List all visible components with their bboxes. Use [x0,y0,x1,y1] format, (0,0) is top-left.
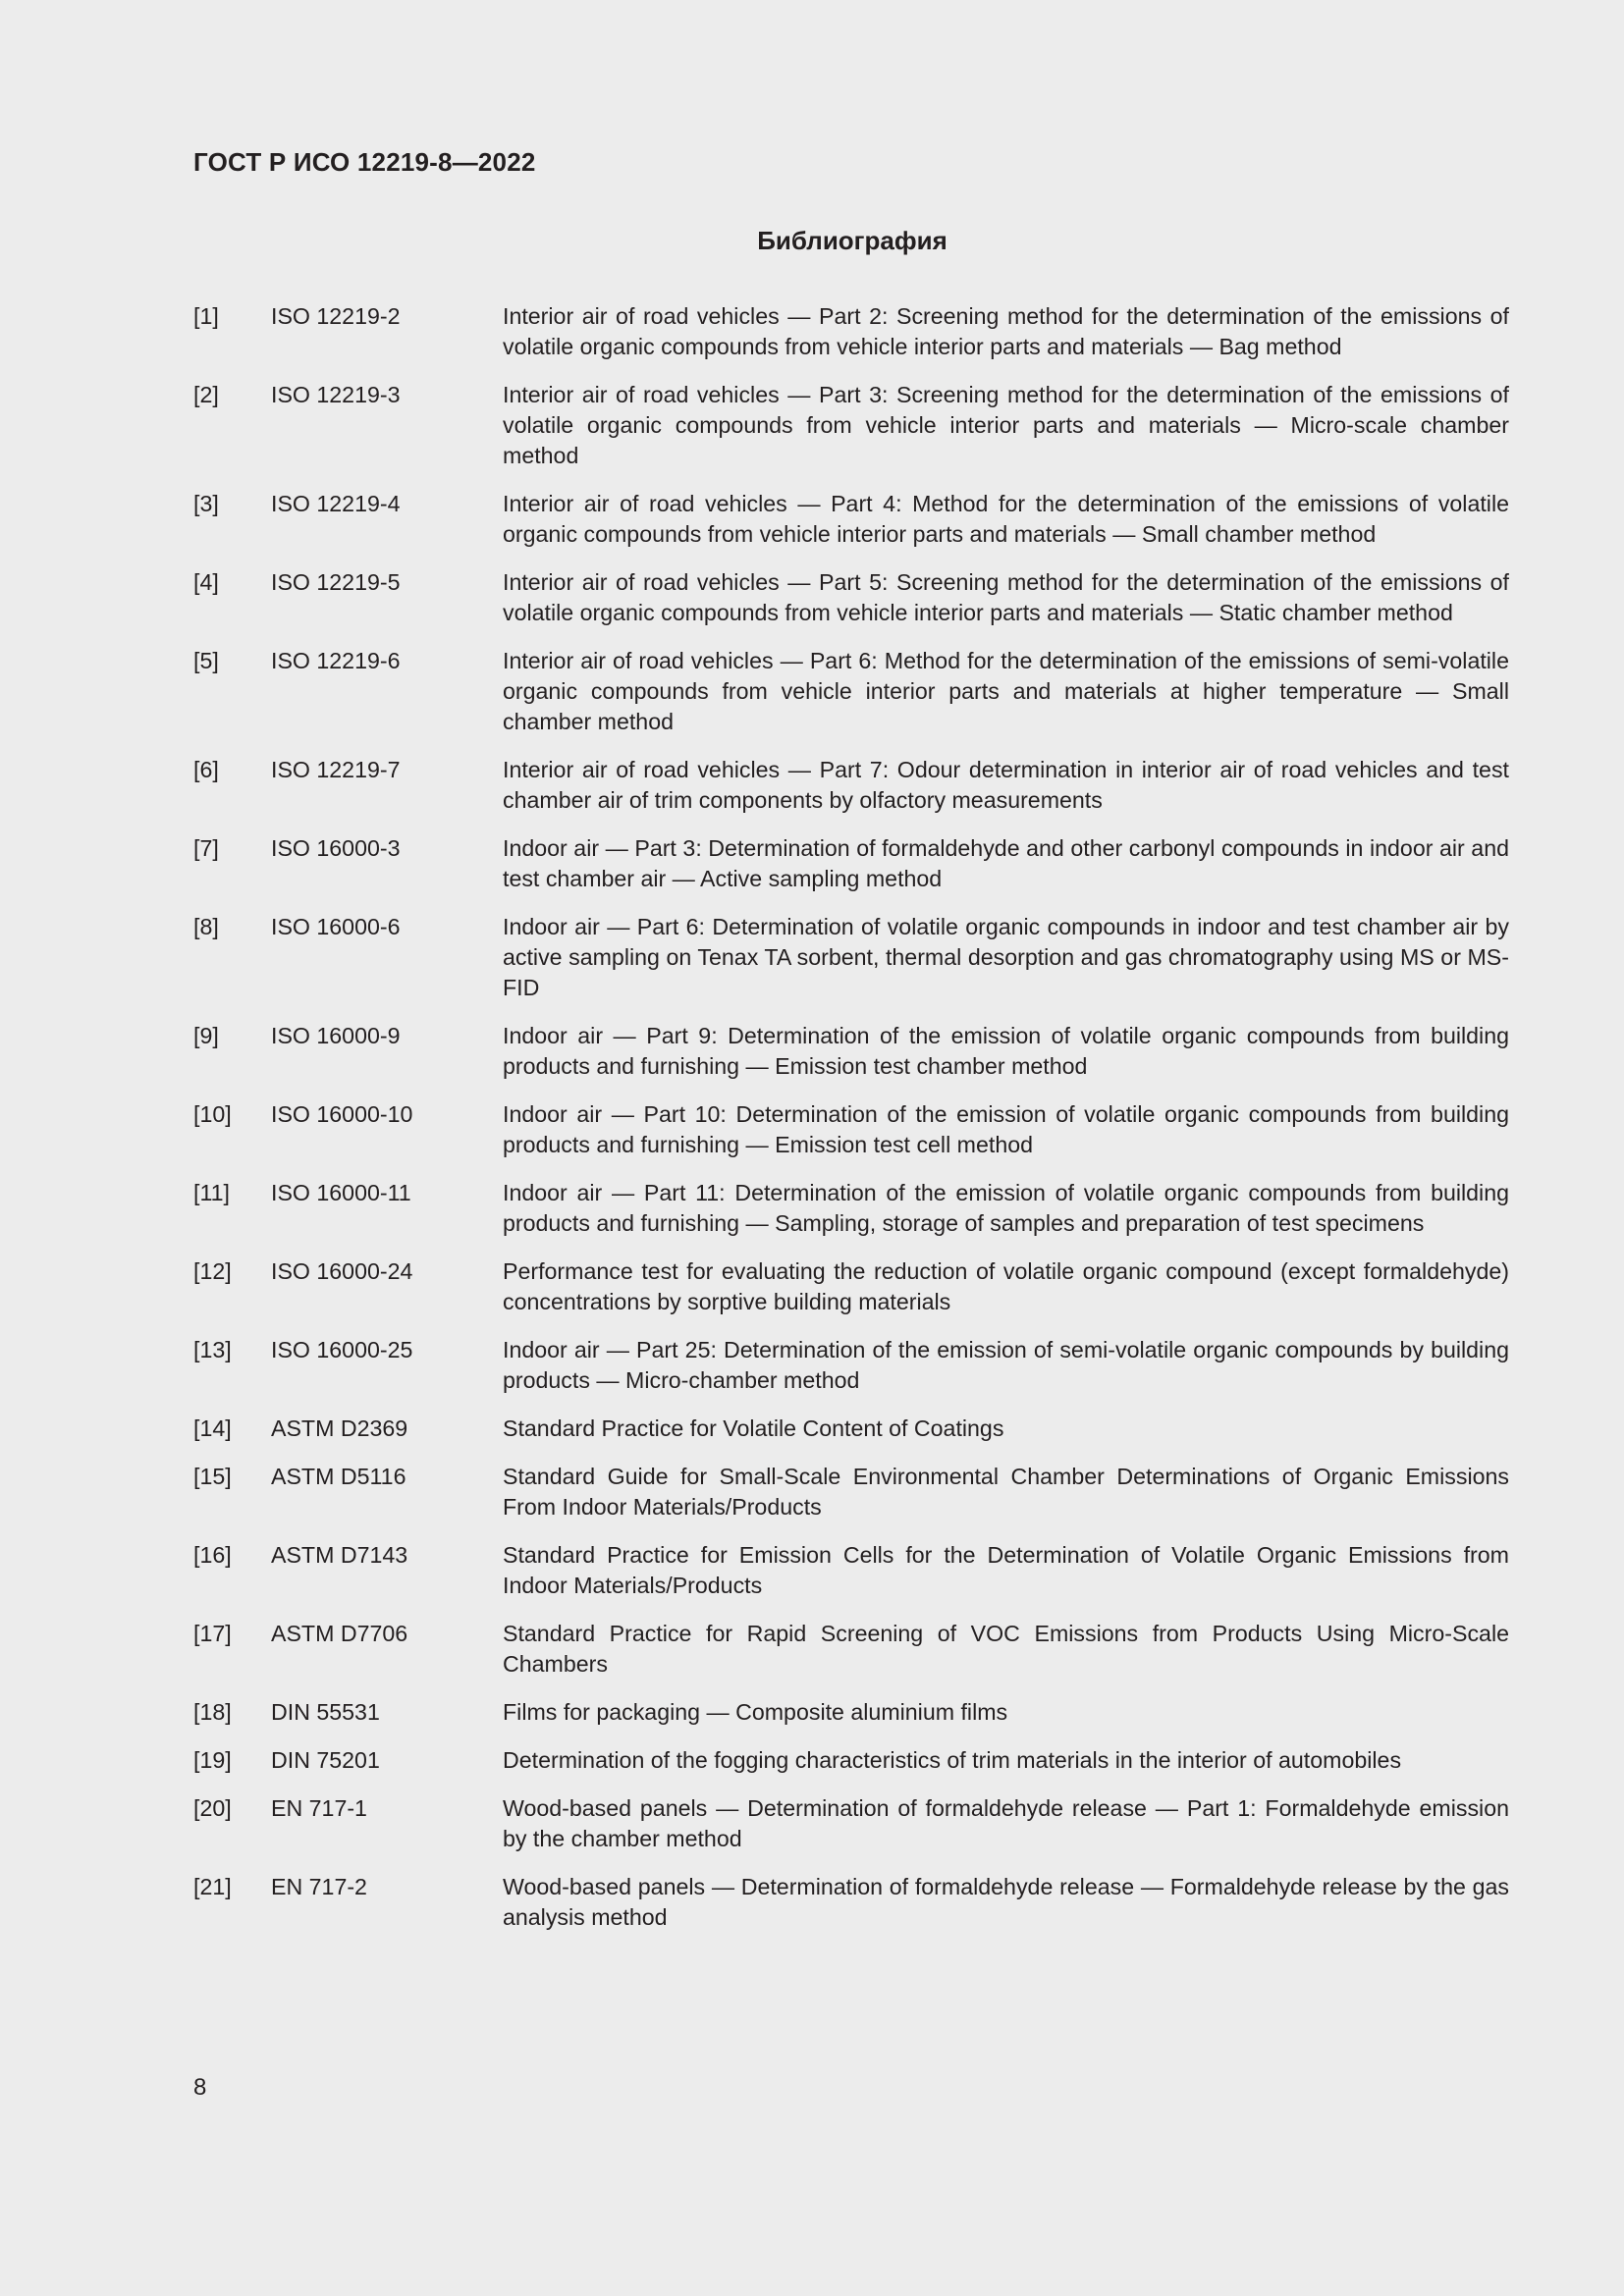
reference-item [193,380,1509,471]
reference-number: [20] [193,1795,232,1821]
reference-item [193,1793,1509,1854]
reference-title: Interior air of road vehicles — Part 2: Screening method for the determination of the emissions of volatile organic compounds from vehicle interior parts and materials — Bag method [503,303,1509,359]
reference-title: Standard Guide for Small-Scale Environmental Chamber Determinations of Organic Emissions From Indoor Materials/Products [503,1464,1509,1520]
reference-code: ISO 16000-10 [271,1101,413,1127]
reference-number: [5] [193,648,219,673]
reference-item [193,489,1509,550]
reference-title: Wood-based panels — Determination of formaldehyde release — Formaldehyde release by the gas analysis method [503,1874,1509,1930]
reference-item [193,1414,1509,1444]
reference-number: [15] [193,1464,232,1489]
reference-number: [13] [193,1337,232,1362]
reference-item [193,301,1509,362]
reference-title: Standard Practice for Emission Cells for the Determination of Volatile Organic Emissions from Indoor Materials/Products [503,1542,1509,1598]
reference-code: ISO 16000-6 [271,914,401,939]
reference-item [193,1745,1509,1776]
reference-list [193,301,1509,1950]
reference-number: [14] [193,1415,232,1441]
reference-code: ISO 12219-6 [271,648,401,673]
reference-title: Indoor air — Part 3: Determination of formaldehyde and other carbonyl compounds in indoor air and test chamber air — Active sampling method [503,835,1509,891]
reference-code: ASTM D2369 [271,1415,408,1441]
reference-number: [3] [193,491,219,516]
reference-title: Standard Practice for Volatile Content of Coatings [503,1415,1004,1441]
reference-number: [6] [193,757,219,782]
reference-title: Determination of the fogging characteristics of trim materials in the interior of automobiles [503,1747,1402,1773]
reference-title: Indoor air — Part 25: Determination of the emission of semi-volatile organic compounds by building products — Micro-chamber method [503,1337,1509,1393]
reference-code: EN 717-2 [271,1874,367,1899]
reference-code: ISO 16000-11 [271,1180,411,1205]
reference-item [193,1021,1509,1082]
reference-item [193,755,1509,816]
reference-item [193,912,1509,1003]
bibliography-title: Библиография [757,226,947,255]
reference-title: Interior air of road vehicles — Part 3: Screening method for the determination of the emissions of volatile organic compounds from vehicle interior parts and materials — Micro-scale chamber method [503,382,1509,468]
page-number: 8 [193,2074,207,2101]
reference-item [193,1178,1509,1239]
reference-title: Wood-based panels — Determination of formaldehyde release — Part 1: Formaldehyde emission by the chamber method [503,1795,1509,1851]
reference-number: [18] [193,1699,232,1725]
reference-item [193,1619,1509,1680]
reference-title: Interior air of road vehicles — Part 5: Screening method for the determination of the emissions of volatile organic compounds from vehicle interior parts and materials — Static chamber method [503,569,1509,625]
reference-code: ASTM D7143 [271,1542,408,1568]
reference-number: [17] [193,1621,232,1646]
reference-title: Indoor air — Part 9: Determination of the emission of volatile organic compounds from building products and furnishing — Emission test chamber method [503,1023,1509,1079]
reference-title: Interior air of road vehicles — Part 6: Method for the determination of the emissions of semi-volatile organic compounds from vehicle interior parts and materials at higher temperature — Small chamber method [503,648,1509,734]
reference-item [193,646,1509,737]
reference-code: DIN 55531 [271,1699,380,1725]
reference-code: ISO 12219-7 [271,757,401,782]
reference-code: EN 717-1 [271,1795,367,1821]
reference-item [193,1697,1509,1728]
reference-number: [19] [193,1747,232,1773]
reference-item [193,1335,1509,1396]
reference-code: ASTM D7706 [271,1621,408,1646]
reference-number: [10] [193,1101,232,1127]
reference-title: Indoor air — Part 10: Determination of the emission of volatile organic compounds from building products and furnishing — Emission test cell method [503,1101,1509,1157]
reference-code: ISO 12219-3 [271,382,401,407]
reference-item [193,1099,1509,1160]
reference-title: Films for packaging — Composite aluminium films [503,1699,1008,1725]
reference-title: Indoor air — Part 11: Determination of the emission of volatile organic compounds from building products and furnishing — Sampling, storage of samples and preparation of test specimens [503,1180,1509,1236]
reference-number: [8] [193,914,219,939]
reference-item [193,1872,1509,1933]
document-code-header: ГОСТ Р ИСО 12219-8—2022 [193,147,536,177]
reference-item [193,1462,1509,1522]
reference-code: ISO 12219-5 [271,569,401,595]
reference-number: [21] [193,1874,232,1899]
reference-title: Standard Practice for Rapid Screening of VOC Emissions from Products Using Micro-Scale Chambers [503,1621,1509,1677]
reference-item [193,1256,1509,1317]
reference-code: DIN 75201 [271,1747,380,1773]
reference-item [193,833,1509,894]
reference-number: [7] [193,835,219,861]
reference-code: ISO 16000-25 [271,1337,413,1362]
reference-code: ISO 16000-9 [271,1023,401,1048]
reference-title: Indoor air — Part 6: Determination of volatile organic compounds in indoor and test chamber air by active sampling on Tenax TA sorbent, thermal desorption and gas chromatography using MS or MS-FID [503,914,1509,1000]
reference-code: ISO 12219-4 [271,491,401,516]
reference-code: ISO 12219-2 [271,303,401,329]
reference-title: Interior air of road vehicles — Part 4: Method for the determination of the emissions of volatile organic compounds from vehicle interior parts and materials — Small chamber method [503,491,1509,547]
reference-number: [4] [193,569,219,595]
reference-code: ISO 16000-24 [271,1258,413,1284]
reference-number: [9] [193,1023,219,1048]
reference-code: ASTM D5116 [271,1464,406,1489]
reference-number: [2] [193,382,219,407]
reference-title: Performance test for evaluating the reduction of volatile organic compound (except formaldehyde) concentrations by sorptive building materials [503,1258,1509,1314]
reference-number: [1] [193,303,219,329]
reference-title: Interior air of road vehicles — Part 7: Odour determination in interior air of road vehicles and test chamber air of trim components by olfactory measurements [503,757,1509,813]
reference-number: [16] [193,1542,232,1568]
reference-item [193,1540,1509,1601]
reference-number: [11] [193,1180,230,1205]
reference-item [193,567,1509,628]
reference-code: ISO 16000-3 [271,835,401,861]
reference-number: [12] [193,1258,232,1284]
